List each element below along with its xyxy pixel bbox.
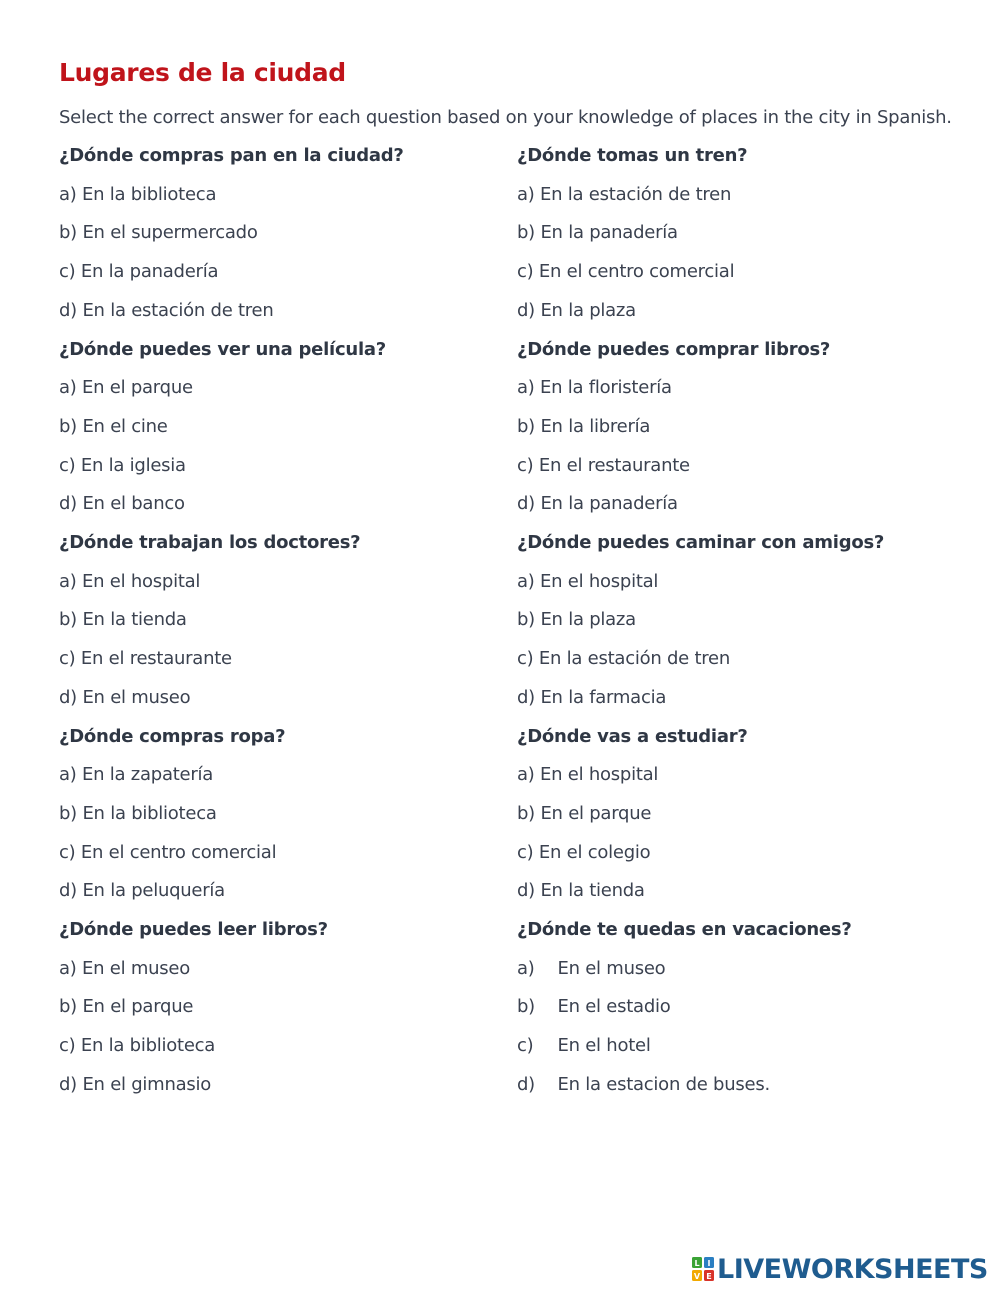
option-letter: d) <box>517 686 535 708</box>
option-text: En la zapatería <box>82 764 214 786</box>
option-text: En la biblioteca <box>82 183 217 205</box>
option-letter: d) <box>59 493 77 515</box>
question-column-left <box>59 137 499 1105</box>
answer-option[interactable] <box>59 601 499 640</box>
option-text: En la estación de tren <box>538 648 731 670</box>
option-text: En la estacion de buses. <box>557 1073 770 1095</box>
option-letter: c) <box>59 454 76 476</box>
option-text: En el parque <box>540 802 652 824</box>
answer-option[interactable] <box>517 679 957 718</box>
option-text: En la peluquería <box>82 880 225 902</box>
answer-option[interactable] <box>59 253 499 292</box>
answer-option[interactable] <box>517 756 957 795</box>
answer-option[interactable] <box>59 834 499 873</box>
question-block <box>517 331 957 525</box>
option-letter: d) <box>59 880 77 902</box>
logo-icon-letter: L <box>694 1259 700 1268</box>
logo-icon-letter: E <box>706 1272 712 1281</box>
option-letter: d) <box>517 1073 535 1095</box>
option-text: En el hospital <box>82 570 201 592</box>
option-letter: d) <box>59 686 77 708</box>
option-text: En el banco <box>82 493 185 515</box>
answer-option[interactable] <box>59 408 499 447</box>
option-letter: d) <box>59 299 77 321</box>
question-text: ¿Dónde te quedas en vacaciones? <box>517 919 852 940</box>
option-text: En la biblioteca <box>80 1035 216 1057</box>
answer-option[interactable] <box>59 795 499 834</box>
option-letter: a) <box>517 764 535 786</box>
question-block <box>517 137 957 331</box>
question-block <box>517 718 957 912</box>
answer-option[interactable] <box>517 640 957 679</box>
option-letter: d) <box>517 880 535 902</box>
question-column-right <box>517 137 957 1105</box>
option-text: En la tienda <box>540 880 645 902</box>
question-text: ¿Dónde compras pan en la ciudad? <box>59 145 404 166</box>
option-text: En el museo <box>82 957 191 979</box>
option-letter: b) <box>59 415 77 437</box>
answer-option[interactable] <box>59 176 499 215</box>
logo-icon-letter: V <box>693 1272 701 1281</box>
question-text: ¿Dónde puedes leer libros? <box>59 919 328 940</box>
option-letter: c) <box>59 261 76 283</box>
option-letter: a) <box>517 183 535 205</box>
answer-option[interactable] <box>59 563 499 602</box>
answer-option[interactable] <box>59 1066 499 1105</box>
answer-option[interactable] <box>59 447 499 486</box>
answer-option[interactable] <box>517 834 957 873</box>
answer-option[interactable] <box>517 253 957 292</box>
answer-option[interactable] <box>517 872 957 911</box>
question-text: ¿Dónde compras ropa? <box>59 725 286 747</box>
option-text: En la estación de tren <box>82 299 274 321</box>
answer-option[interactable] <box>59 292 499 331</box>
answer-option[interactable] <box>517 214 957 253</box>
option-letter: b) <box>517 802 535 824</box>
answer-option[interactable] <box>59 369 499 408</box>
option-text: En el cine <box>82 415 168 437</box>
question-block <box>517 911 957 1105</box>
option-letter: b) <box>59 996 77 1018</box>
answer-option[interactable] <box>517 950 957 989</box>
option-letter: c) <box>59 841 76 863</box>
option-text: En la farmacia <box>540 686 667 708</box>
option-letter: a) <box>59 570 77 592</box>
option-letter: a) <box>59 957 77 979</box>
option-text: En la estación de tren <box>540 183 732 205</box>
option-text: En el museo <box>82 686 191 708</box>
option-letter: b) <box>517 222 535 244</box>
option-letter: c) <box>517 1035 534 1057</box>
answer-option[interactable] <box>59 485 499 524</box>
answer-option[interactable] <box>517 1066 957 1105</box>
option-text: En el hospital <box>540 764 659 786</box>
option-letter: c) <box>517 454 534 476</box>
option-text: En el hotel <box>557 1035 651 1057</box>
answer-option[interactable] <box>517 485 957 524</box>
option-text: En la tienda <box>82 609 187 631</box>
answer-option[interactable] <box>517 1027 957 1066</box>
option-text: En el hospital <box>540 570 659 592</box>
option-text: En la biblioteca <box>82 802 217 824</box>
option-text: En la plaza <box>540 299 636 321</box>
option-text: En el restaurante <box>538 454 690 476</box>
answer-option[interactable] <box>517 292 957 331</box>
question-block <box>59 718 499 912</box>
question-block <box>59 331 499 525</box>
answer-option[interactable] <box>517 563 957 602</box>
answer-option[interactable] <box>59 1027 499 1066</box>
option-letter: a) <box>517 957 535 979</box>
logo-text: LIVEWORKSHEETS <box>717 1253 988 1285</box>
option-letter: a) <box>517 377 535 399</box>
answer-option[interactable] <box>59 756 499 795</box>
question-text: ¿Dónde puedes comprar libros? <box>517 338 831 360</box>
liveworksheets-icon <box>692 1257 714 1281</box>
answer-option[interactable] <box>517 447 957 486</box>
option-text: En el parque <box>82 996 194 1018</box>
answer-option[interactable] <box>517 601 957 640</box>
option-letter: a) <box>59 183 77 205</box>
question-text: ¿Dónde puedes caminar con amigos? <box>517 532 885 553</box>
question-text: ¿Dónde puedes ver una película? <box>59 338 386 360</box>
answer-option[interactable] <box>59 214 499 253</box>
option-letter: b) <box>517 996 535 1018</box>
option-text: En el estadio <box>557 996 671 1018</box>
page-title: Lugares de la ciudad <box>59 58 346 87</box>
option-letter: a) <box>59 764 77 786</box>
option-text: En el supermercado <box>82 222 258 244</box>
question-block <box>59 911 499 1105</box>
answer-option[interactable] <box>517 176 957 215</box>
answer-option[interactable] <box>59 950 499 989</box>
answer-option[interactable] <box>517 988 957 1027</box>
option-text: En la librería <box>540 415 651 437</box>
option-text: En el restaurante <box>80 648 232 670</box>
option-letter: b) <box>517 609 535 631</box>
option-text: En la iglesia <box>80 454 186 476</box>
option-text: En el gimnasio <box>82 1073 212 1095</box>
question-block <box>59 137 499 331</box>
option-text: En el colegio <box>538 841 651 863</box>
question-block <box>517 524 957 718</box>
liveworksheets-logo[interactable] <box>692 1254 988 1284</box>
option-letter: c) <box>59 648 76 670</box>
answer-option[interactable] <box>517 408 957 447</box>
option-text: En la panadería <box>80 261 219 283</box>
option-text: En la plaza <box>540 609 636 631</box>
question-block <box>59 524 499 718</box>
answer-option[interactable] <box>517 795 957 834</box>
logo-icon-letter: I <box>707 1259 711 1268</box>
option-text: En el centro comercial <box>538 261 735 283</box>
option-letter: b) <box>59 609 77 631</box>
answer-option[interactable] <box>59 988 499 1027</box>
option-letter: c) <box>59 1035 76 1057</box>
option-letter: d) <box>59 1073 77 1095</box>
question-text: ¿Dónde vas a estudiar? <box>517 725 748 747</box>
answer-option[interactable] <box>59 679 499 718</box>
option-text: En la panadería <box>540 493 678 515</box>
option-letter: d) <box>517 493 535 515</box>
option-letter: c) <box>517 841 534 863</box>
option-text: En el centro comercial <box>80 841 277 863</box>
question-text: ¿Dónde tomas un tren? <box>517 145 748 166</box>
instructions: Select the correct answer for each question based on your knowledge of places in the city in Spanish. <box>59 107 952 128</box>
answer-option[interactable] <box>517 369 957 408</box>
option-text: En el museo <box>557 957 666 979</box>
option-letter: b) <box>59 802 77 824</box>
option-letter: c) <box>517 648 534 670</box>
option-letter: b) <box>517 415 535 437</box>
answer-option[interactable] <box>59 640 499 679</box>
answer-option[interactable] <box>59 872 499 911</box>
option-text: En el parque <box>82 377 193 399</box>
option-text: En la floristería <box>540 377 672 399</box>
option-letter: a) <box>59 377 77 399</box>
option-letter: c) <box>517 261 534 283</box>
option-letter: a) <box>517 570 535 592</box>
option-letter: b) <box>59 222 77 244</box>
option-text: En la panadería <box>540 222 678 244</box>
option-letter: d) <box>517 299 535 321</box>
question-text: ¿Dónde trabajan los doctores? <box>59 532 361 553</box>
